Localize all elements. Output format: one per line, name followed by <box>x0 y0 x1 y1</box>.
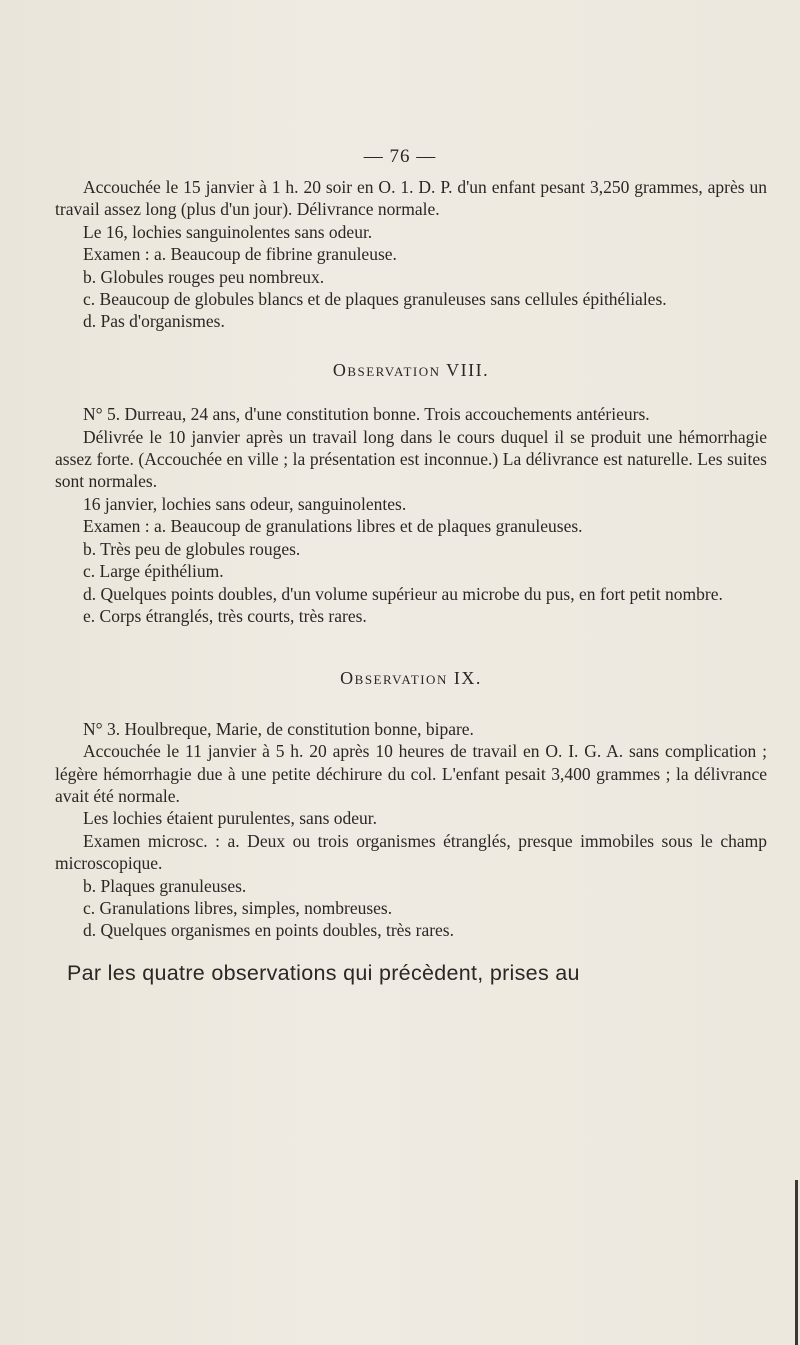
paragraph: e. Corps étranglés, très courts, très rares. <box>83 605 367 626</box>
closing-line: Par les quatre observations qui précèdent, prises au <box>67 960 580 985</box>
paragraph: b. Plaques granuleuses. <box>83 875 247 896</box>
paragraph: Délivrée le 10 janvier après un travail long dans le cours duquel il se produit une hémorrhagie assez forte. (Accouchée en ville ; la présentation est inconnue.) La délivrance est naturelle. Les suites sont normales. <box>55 426 767 492</box>
paragraph: d. Quelques points doubles, d'un volume supérieur au microbe du pus, en fort petit nombre. <box>83 583 723 604</box>
paragraph: Les lochies étaient purulentes, sans odeur. <box>83 808 378 829</box>
paragraph: N° 5. Durreau, 24 ans, d'une constitution bonne. Trois accouchements antérieurs. <box>83 404 650 425</box>
paragraph: Le 16, lochies sanguinolentes sans odeur. <box>83 221 373 242</box>
observation-heading: Observation VIII. <box>332 359 490 380</box>
page-number: — 76 — <box>363 146 437 167</box>
page-body <box>55 176 767 984</box>
paragraph: Examen : a. Beaucoup de fibrine granuleuse. <box>83 244 397 265</box>
page-edge <box>795 1180 798 1345</box>
paragraph: 16 janvier, lochies sans odeur, sanguinolentes. <box>83 493 407 514</box>
paragraph: c. Large épithélium. <box>83 561 224 582</box>
paragraph: Examen : a. Beaucoup de granulations libres et de plaques granuleuses. <box>83 516 583 537</box>
paragraph: b. Globules rouges peu nombreux. <box>83 266 325 287</box>
observation-heading: Observation IX. <box>340 668 482 689</box>
paragraph: Accouchée le 11 janvier à 5 h. 20 après 10 heures de travail en O. I. G. A. sans complication ; légère hémorrhagie due à une petite déchirure du col. L'enfant pesait 3,400 grammes ; la délivrance avait été normale. <box>55 741 767 806</box>
paragraph: b. Très peu de globules rouges. <box>83 538 301 559</box>
paragraph: d. Quelques organismes en points doubles, très rares. <box>83 920 454 941</box>
paragraph: Accouchée le 15 janvier à 1 h. 20 soir en O. 1. D. P. d'un enfant pesant 3,250 grammes, après un travail assez long (plus d'un jour). Délivrance normale. <box>55 177 767 220</box>
paragraph: c. Beaucoup de globules blancs et de plaques granuleuses sans cellules épithéliales. <box>83 289 667 310</box>
paragraph: Examen microsc. : a. Deux ou trois organismes étranglés, presque immobiles sous le champ microscopique. <box>55 830 767 874</box>
paragraph: c. Granulations libres, simples, nombreuses. <box>83 897 393 918</box>
paragraph: d. Pas d'organismes. <box>83 311 225 332</box>
paragraph: N° 3. Houlbreque, Marie, de constitution bonne, bipare. <box>83 718 474 739</box>
